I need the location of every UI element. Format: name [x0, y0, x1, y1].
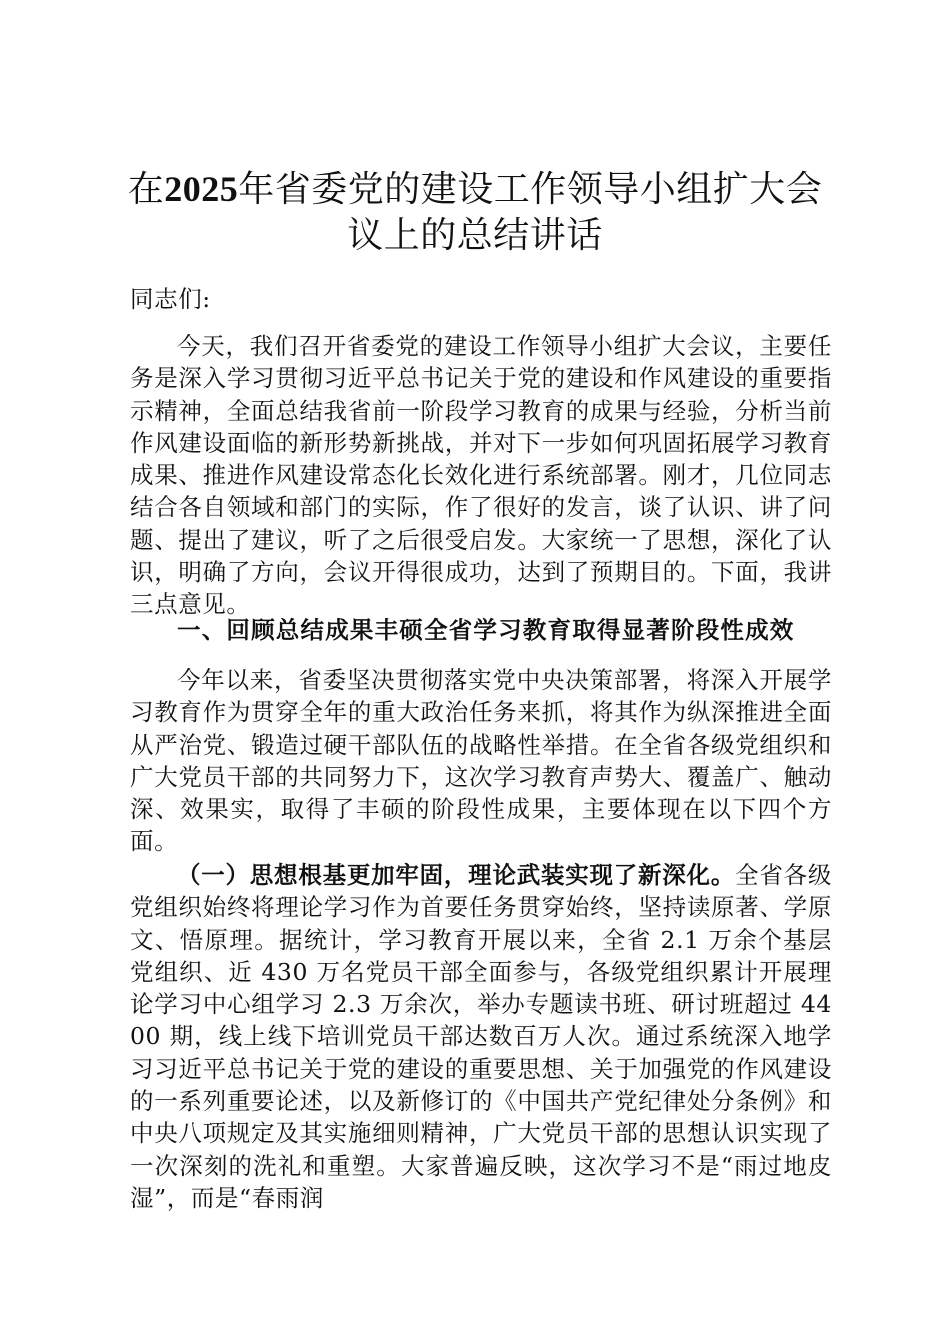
- subsection-heading-1: （一）思想根基更加牢固，理论武装实现了新深化。: [177, 861, 736, 889]
- salutation: 同志们:: [130, 285, 211, 313]
- section-1-paragraph: 今年以来，省委坚决贯彻落实党中央决策部署，将深入开展学习教育作为贯穿全年的重大政治任务来抓，将其作为纵深推进全面从严治党、锻造过硬干部队伍的战略性举措。在全省各级党组织和广大党员干部的共同努力下，这次学习教育声势大、覆盖广、触动深、效果实，取得了丰硕的阶段性成果，主要体现在以下四个方面。: [130, 666, 832, 856]
- subsection-1-body: 全省各级党组织始终将理论学习作为首要任务贯穿始终，坚持读原著、学原文、悟原理。据统计，学习教育开展以来，全省 2.1 万余个基层党组织、近 430 万名党员干部全面参与，各级党组织累计开展理论学习中心组学习 2.3 万余次，举办专题读书班、研讨班超过 4400 期，线上线下培训党员干部达数百万人次。通过系统深入地学习习近平总书记关于党的建设的重要思想、关于加强党的作风建设的一系列重要论述，以及新修订的《中国共产党纪律处分条例》和中央八项规定及其实施细则精神，广大党员干部的思想认识实现了一次深刻的洗礼和重塑。大家普遍反映，这次学习不是“雨过地皮湿”，而是“春雨润: [130, 861, 832, 1212]
- title-prefix: 在: [127, 169, 165, 210]
- subsection-1-paragraph: [130, 859, 832, 1214]
- title-rest: 年省委党的建设工作领导小组扩大会议上的总结讲话: [238, 169, 823, 256]
- document-title: [120, 166, 830, 259]
- title-year: 2025: [164, 169, 239, 209]
- intro-paragraph: 今天，我们召开省委党的建设工作领导小组扩大会议，主要任务是深入学习贯彻习近平总书记关于党的建设和作风建设的重要指示精神，全面总结我省前一阶段学习教育的成果与经验，分析当前作风建设面临的新形势新挑战，并对下一步如何巩固拓展学习教育成果、推进作风建设常态化长效化进行系统部署。刚才，几位同志结合各自领域和部门的实际，作了很好的发言，谈了认识、讲了问题、提出了建议，听了之后很受启发。大家统一了思想，深化了认识，明确了方向，会议开得很成功，达到了预期目的。下面，我讲三点意见。: [130, 332, 832, 619]
- section-heading-1: 一、回顾总结成果丰硕全省学习教育取得显著阶段性成效: [177, 616, 795, 644]
